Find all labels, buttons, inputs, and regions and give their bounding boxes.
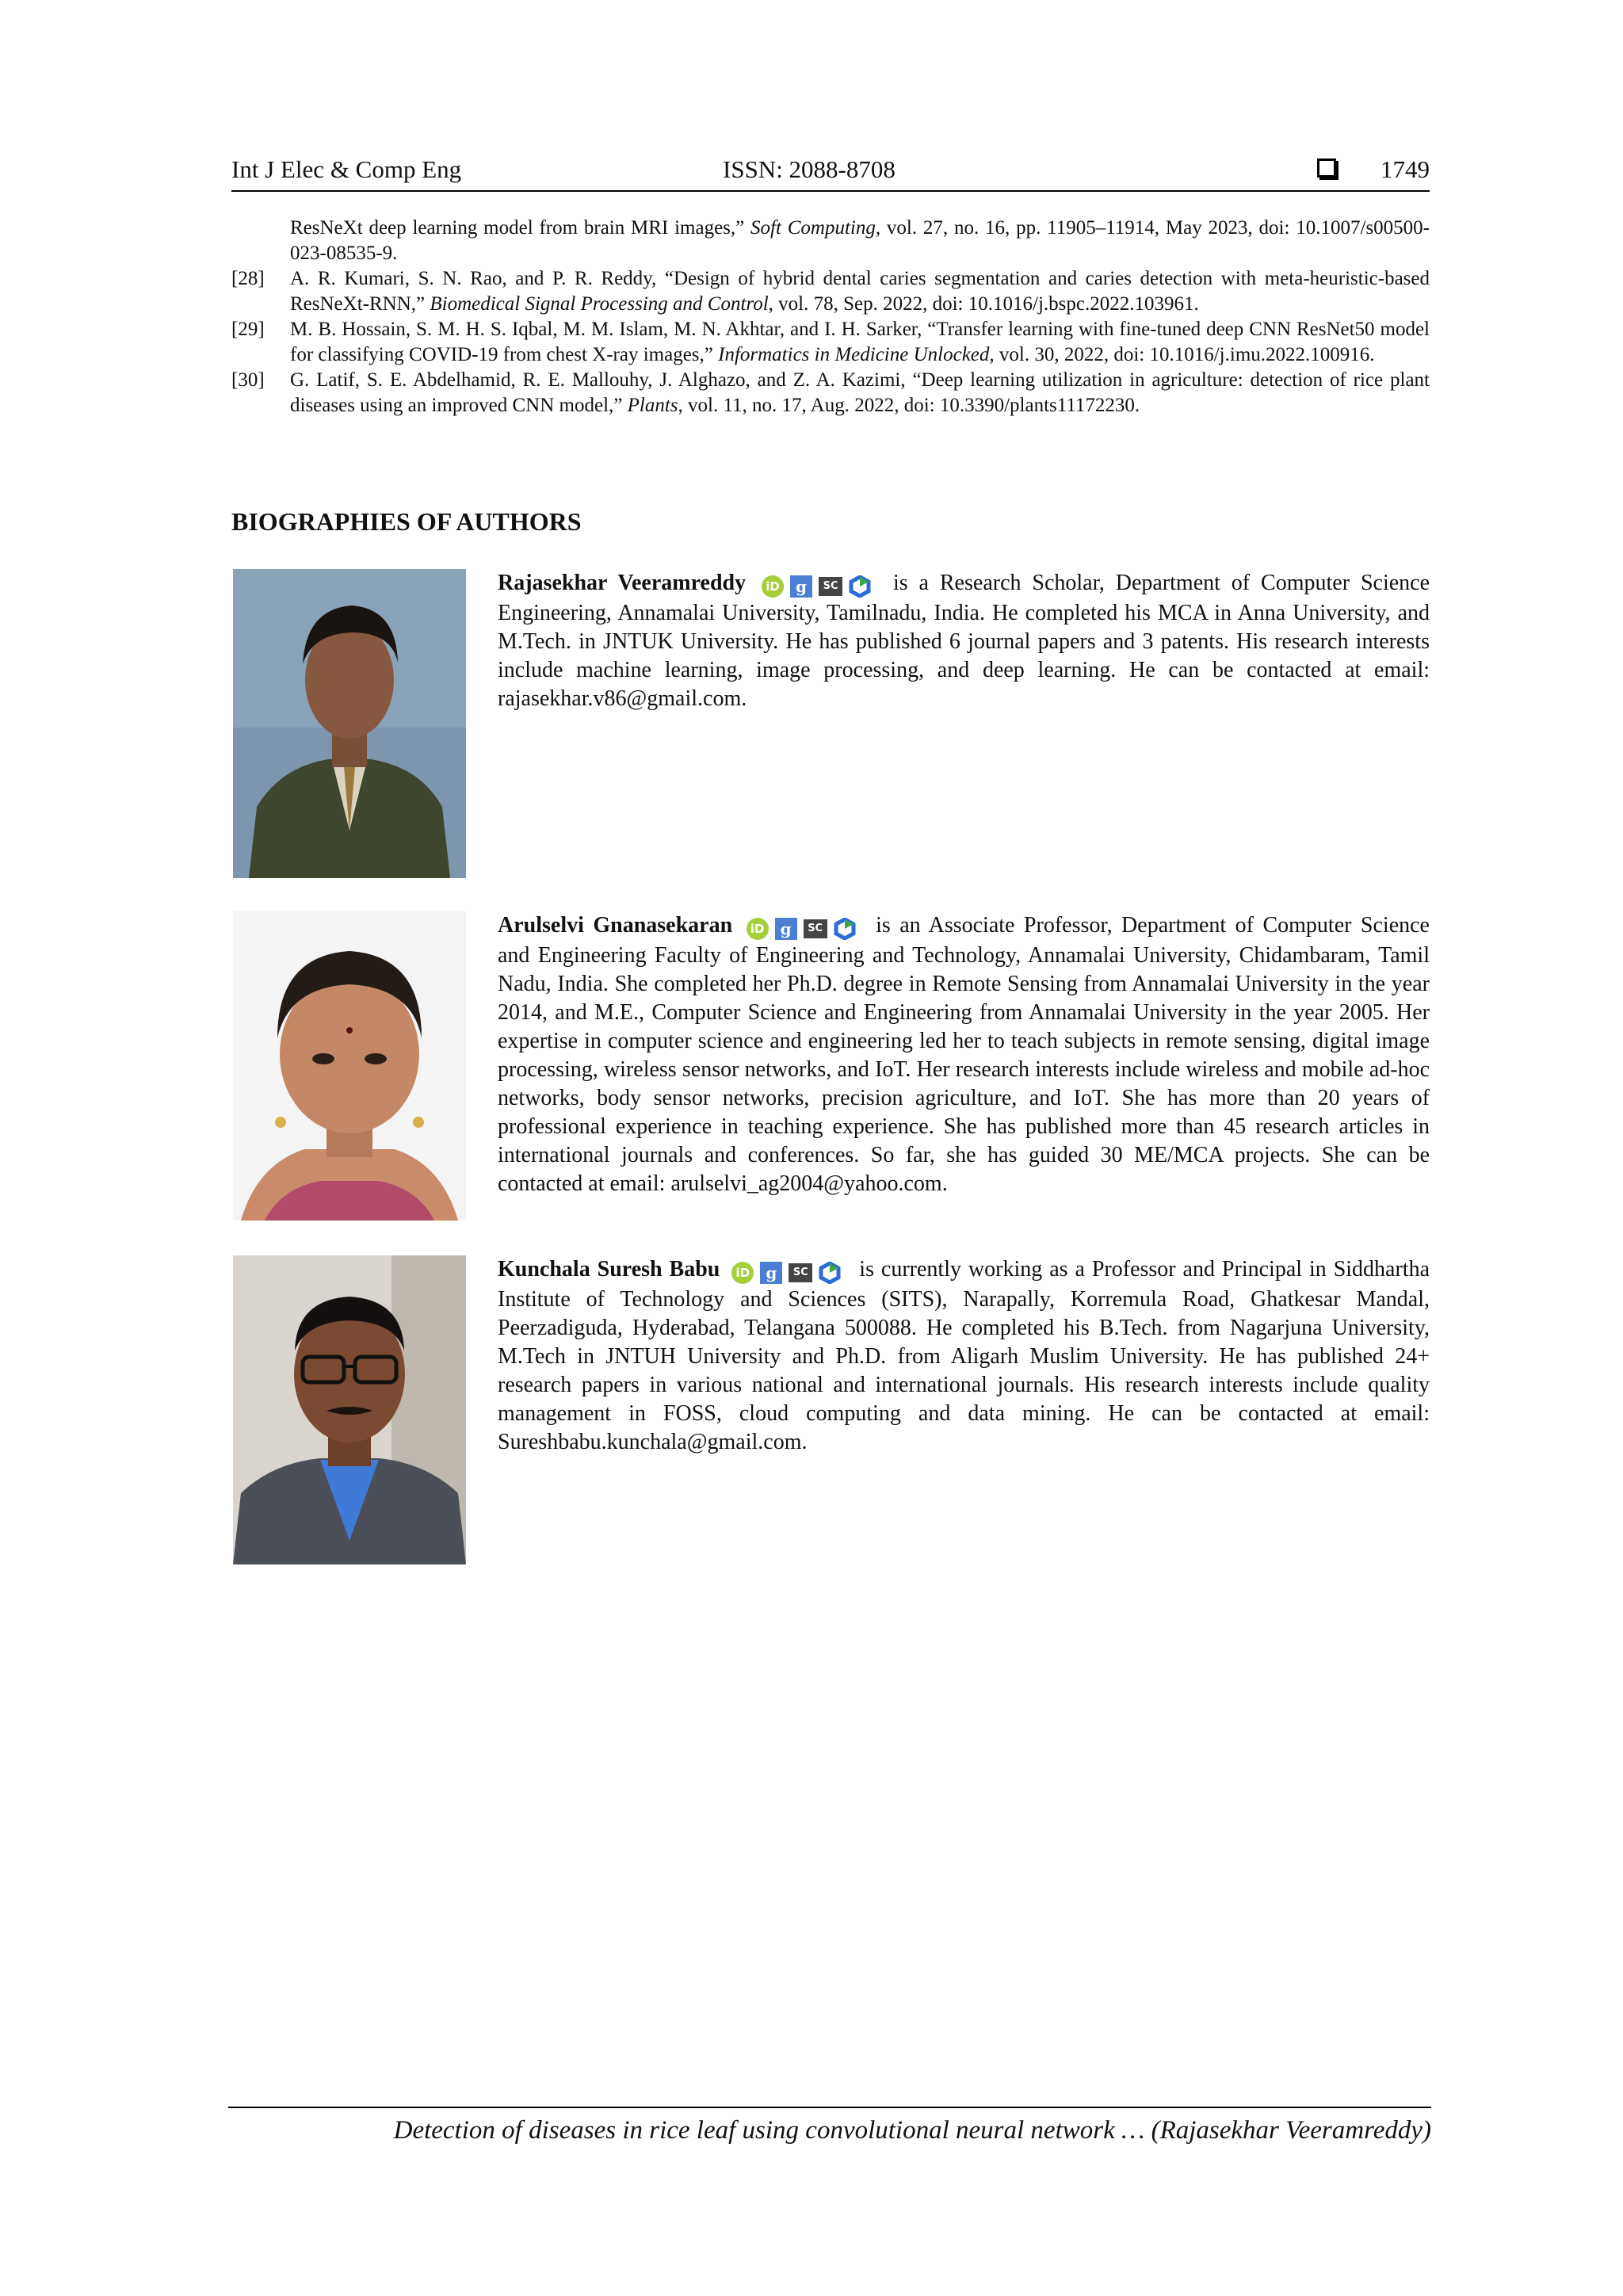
reference-number: [29] (231, 319, 265, 340)
publons-icon[interactable] (834, 918, 856, 940)
reference-number: [28] (231, 268, 265, 289)
author-name: Kunchala Suresh Babu (498, 1257, 720, 1282)
google-scholar-icon[interactable]: g (790, 575, 812, 598)
orcid-icon[interactable]: iD (762, 575, 784, 598)
orcid-icon[interactable]: iD (731, 1262, 754, 1284)
author-photo (233, 569, 466, 878)
profile-icons (762, 571, 877, 599)
running-footer (228, 2107, 1431, 2145)
author-name: Arulselvi Gnanasekaran (498, 913, 733, 938)
scopus-icon[interactable]: SC (804, 919, 827, 938)
reference-text: A. R. Kumari, S. N. Rao, and P. R. Reddy, “Design of hybrid dental caries segmentation and caries detection with meta-heuristic-based ResNeXt-RNN,” Biomedical Signal Processing and Control, vol. 78, Sep. 2022, doi: 10.1016/j.bspc.2022.103961. (290, 268, 1430, 315)
issn: ISSN: 2088-8708 (723, 155, 896, 183)
reference-venue: Soft Computing (750, 217, 876, 239)
reference-text: M. B. Hossain, S. M. H. S. Iqbal, M. M. Islam, M. N. Akhtar, and I. H. Sarker, “Transfer learning with fine-tuned deep CNN ResNet50 model for classifying COVID-19 from chest X-ray images,” Informatics in Medicine Unlocked, vol. 30, 2022, doi: 10.1016/j.imu.2022.100916. (290, 319, 1430, 365)
profile-icons (747, 913, 862, 942)
reference-venue: Plants (627, 395, 678, 416)
publons-icon[interactable] (819, 1262, 841, 1284)
reference-venue: Informatics in Medicine Unlocked (718, 344, 990, 365)
scopus-icon[interactable]: SC (819, 577, 842, 596)
reference-item (231, 368, 1430, 418)
reference-item (231, 216, 1430, 266)
google-scholar-icon[interactable]: g (775, 918, 797, 940)
publons-icon[interactable] (849, 575, 871, 598)
footer-title: Detection of diseases in rice leaf using convolutional neural network … (Rajasekhar Veeramreddy) (393, 2116, 1431, 2145)
reference-text: G. Latif, S. E. Abdelhamid, R. E. Mallouhy, J. Alghazo, and Z. A. Kazimi, “Deep learning utilization in agriculture: detection of rice plant diseases using an improved CNN model,” Plants, vol. 11, no. 17, Aug. 2022, doi: 10.3390/plants11172230. (290, 369, 1430, 416)
google-scholar-icon[interactable]: g (760, 1262, 782, 1284)
author-bio (498, 569, 1430, 713)
author-bio-text: is a Research Scholar, Department of Computer Science Engineering, Annamalai University, Tamilnadu, India. He completed his MCA in Anna University, and M.Tech. in JNTUK University. He has published 6 journal papers and 3 patents. His research interests include machine learning, image processing, and deep learning. He can be contacted at email: rajasekhar.v86@gmail.com. (498, 571, 1430, 711)
reference-list (231, 216, 1430, 418)
checkbox-square-icon (1317, 159, 1336, 178)
author-photo (233, 1255, 466, 1564)
journal-abbrev: Int J Elec & Comp Eng (231, 155, 462, 183)
orcid-icon[interactable]: iD (747, 918, 769, 940)
author-photo (233, 911, 466, 1221)
author-bio (498, 1255, 1430, 1457)
page-number: 1749 (1381, 155, 1430, 183)
reference-text: ResNeXt deep learning model from brain MRI images,” Soft Computing, vol. 27, no. 16, pp. 11905–11914, May 2023, doi: 10.1007/s00500-023-08535-9. (290, 217, 1430, 264)
author-bio (498, 911, 1430, 1198)
reference-venue: Biomedical Signal Processing and Control (430, 293, 769, 315)
author-name: Rajasekhar Veeramreddy (498, 571, 747, 595)
reference-item (231, 317, 1430, 368)
scopus-icon[interactable]: SC (789, 1263, 812, 1282)
author-bio-text: is an Associate Professor, Department of Computer Science and Engineering Faculty of Engineering and Technology, Annamalai University, Chidambaram, Tamil Nadu, India. She completed her Ph.D. degree in Remote Sensing from Annamalai University in the year 2014, and M.E., Computer Science and Engineering from Annamalai University in the year 2005. Her expertise in computer science and engineering led her to teach subjects in remote sensing, digital image processing, wireless sensor networks, and IoT. Her research interests include wireless and mobile ad-hoc networks, body sensor networks, precision agriculture, and IoT. She has more than 20 years of professional experience in teaching experience. She has published more than 45 research articles in international journals and conferences. So far, she has guided 30 ME/MCA projects. She can be contacted at email: arulselvi_ag2004@yahoo.com. (498, 913, 1430, 1196)
reference-number: [30] (231, 369, 265, 391)
reference-item (231, 266, 1430, 317)
author-bio-text: is currently working as a Professor and Principal in Siddhartha Institute of Technology and Sciences (SITS), Narapally, Korremula Road, Ghatkesar Mandal, Peerzadiguda, Hyderabad, Telangana 500088. He completed his B.Tech. from Nagarjuna University, M.Tech in JNTUH University and Ph.D. from Aligarh Muslim University. He has published 24+ research papers in various national and international journals. His research interests include quality management in FOSS, cloud computing and data mining. He can be contacted at email: Sureshbabu.kunchala@gmail.com. (498, 1257, 1430, 1454)
section-title: BIOGRAPHIES OF AUTHORS (231, 507, 582, 536)
running-header (231, 155, 1430, 192)
profile-icons (731, 1257, 847, 1286)
